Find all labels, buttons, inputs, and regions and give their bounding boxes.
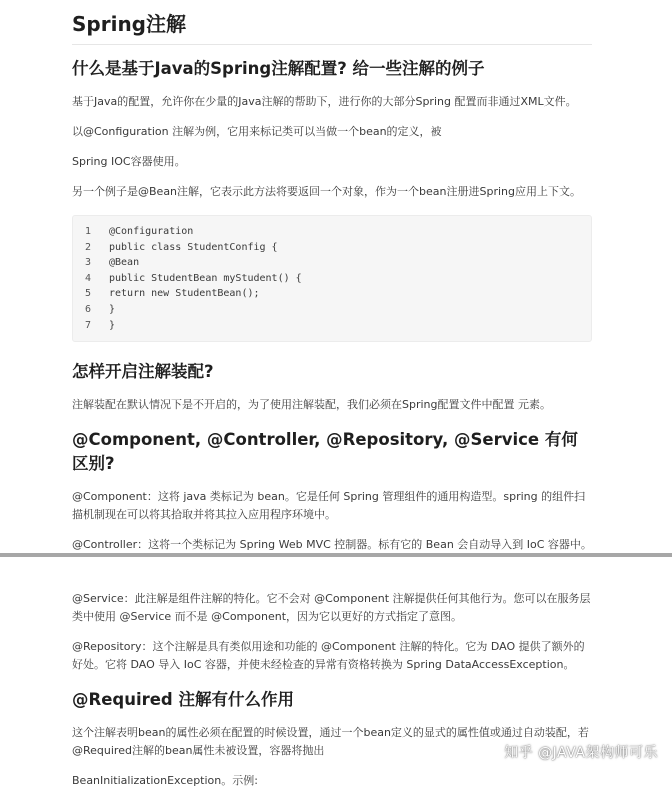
paragraph: 基于Java的配置，允许你在少量的Java注解的帮助下，进行你的大部分Spring 配置而非通过XML文件。	[72, 95, 577, 108]
code-line	[73, 271, 591, 287]
paragraph: @Controller：这将一个类标记为 Spring Web MVC 控制器。标有它的 Bean 会自动导入到 IoC 容器中。	[72, 538, 592, 552]
code-text: public StudentBean myStudent() {	[109, 272, 302, 284]
page-divider	[0, 553, 672, 557]
code-line	[73, 286, 591, 302]
code-text: return new StudentBean();	[109, 288, 260, 300]
line-number: 2	[84, 241, 91, 253]
heading-required: @Required 注解有什么作用	[72, 690, 294, 709]
paragraph: @Component：这将 java 类标记为 bean。它是任何 Spring 管理组件的通用构造型。spring 的组件扫描机制现在可以将其拾取并将其拉入应用程序环境中。	[72, 490, 586, 522]
code-text: public class StudentConfig {	[109, 241, 278, 253]
heading-java-config: 什么是基于Java的Spring注解配置? 给一些注解的例子	[72, 59, 485, 78]
paragraph: @Service：此注解是组件注解的特化。它不会对 @Component 注解提供任何其他行为。您可以在服务层类中使用 @Service 而不是 @Component，因为它以更好的方式指定了意图。	[72, 592, 591, 623]
paragraph: Spring IOC容器使用。	[72, 155, 186, 168]
line-number: 4	[84, 272, 91, 284]
code-text: }	[109, 319, 116, 331]
paragraph: 另一个例子是@Bean注解，它表示此方法将要返回一个对象，作为一个bean注册进Spring应用上下文。	[72, 185, 581, 198]
paragraph: 注解装配在默认情况下是不开启的，为了使用注解装配，我们必须在Spring配置文件中配置 元素。	[72, 398, 551, 412]
heading-stereotypes: @Component, @Controller, @Repository, @Service 有何区别?	[72, 430, 578, 474]
code-text: @Configuration	[109, 226, 194, 237]
code-line	[73, 255, 591, 271]
line-number: 6	[84, 303, 91, 315]
code-line	[73, 302, 591, 318]
paragraph: @Repository：这个注解是具有类似用途和功能的 @Component 注解的特化。它为 DAO 提供了额外的好处。它将 DAO 导入 IoC 容器，并使未经检查的异常有资格转换为 Spring DataAccessException。	[72, 640, 585, 671]
paragraph: 以@Configuration 注解为例，它用来标记类可以当做一个bean的定义，被	[72, 125, 442, 138]
code-text: @Bean	[109, 257, 140, 269]
code-line	[73, 240, 591, 256]
line-number: 7	[84, 319, 91, 331]
code-block	[72, 215, 592, 342]
line-number: 5	[84, 288, 91, 300]
line-number: 1	[84, 226, 91, 237]
line-number: 3	[84, 257, 91, 269]
code-line	[73, 318, 591, 334]
code-text: }	[109, 303, 116, 315]
code-line	[73, 224, 591, 240]
heading-enable-annotation: 怎样开启注解装配?	[72, 362, 214, 382]
page-top	[72, 10, 592, 554]
watermark: 知乎 @JAVA架构师可乐	[504, 745, 658, 761]
document-title: Spring注解	[72, 10, 592, 45]
paragraph: 这个注解表明bean的属性必须在配置的时候设置，通过一个bean定义的显式的属性值或通过自动装配，若@Required注解的bean属性未被设置，容器将抛出	[72, 726, 589, 757]
paragraph: BeanInitializationException。示例:	[72, 774, 258, 787]
